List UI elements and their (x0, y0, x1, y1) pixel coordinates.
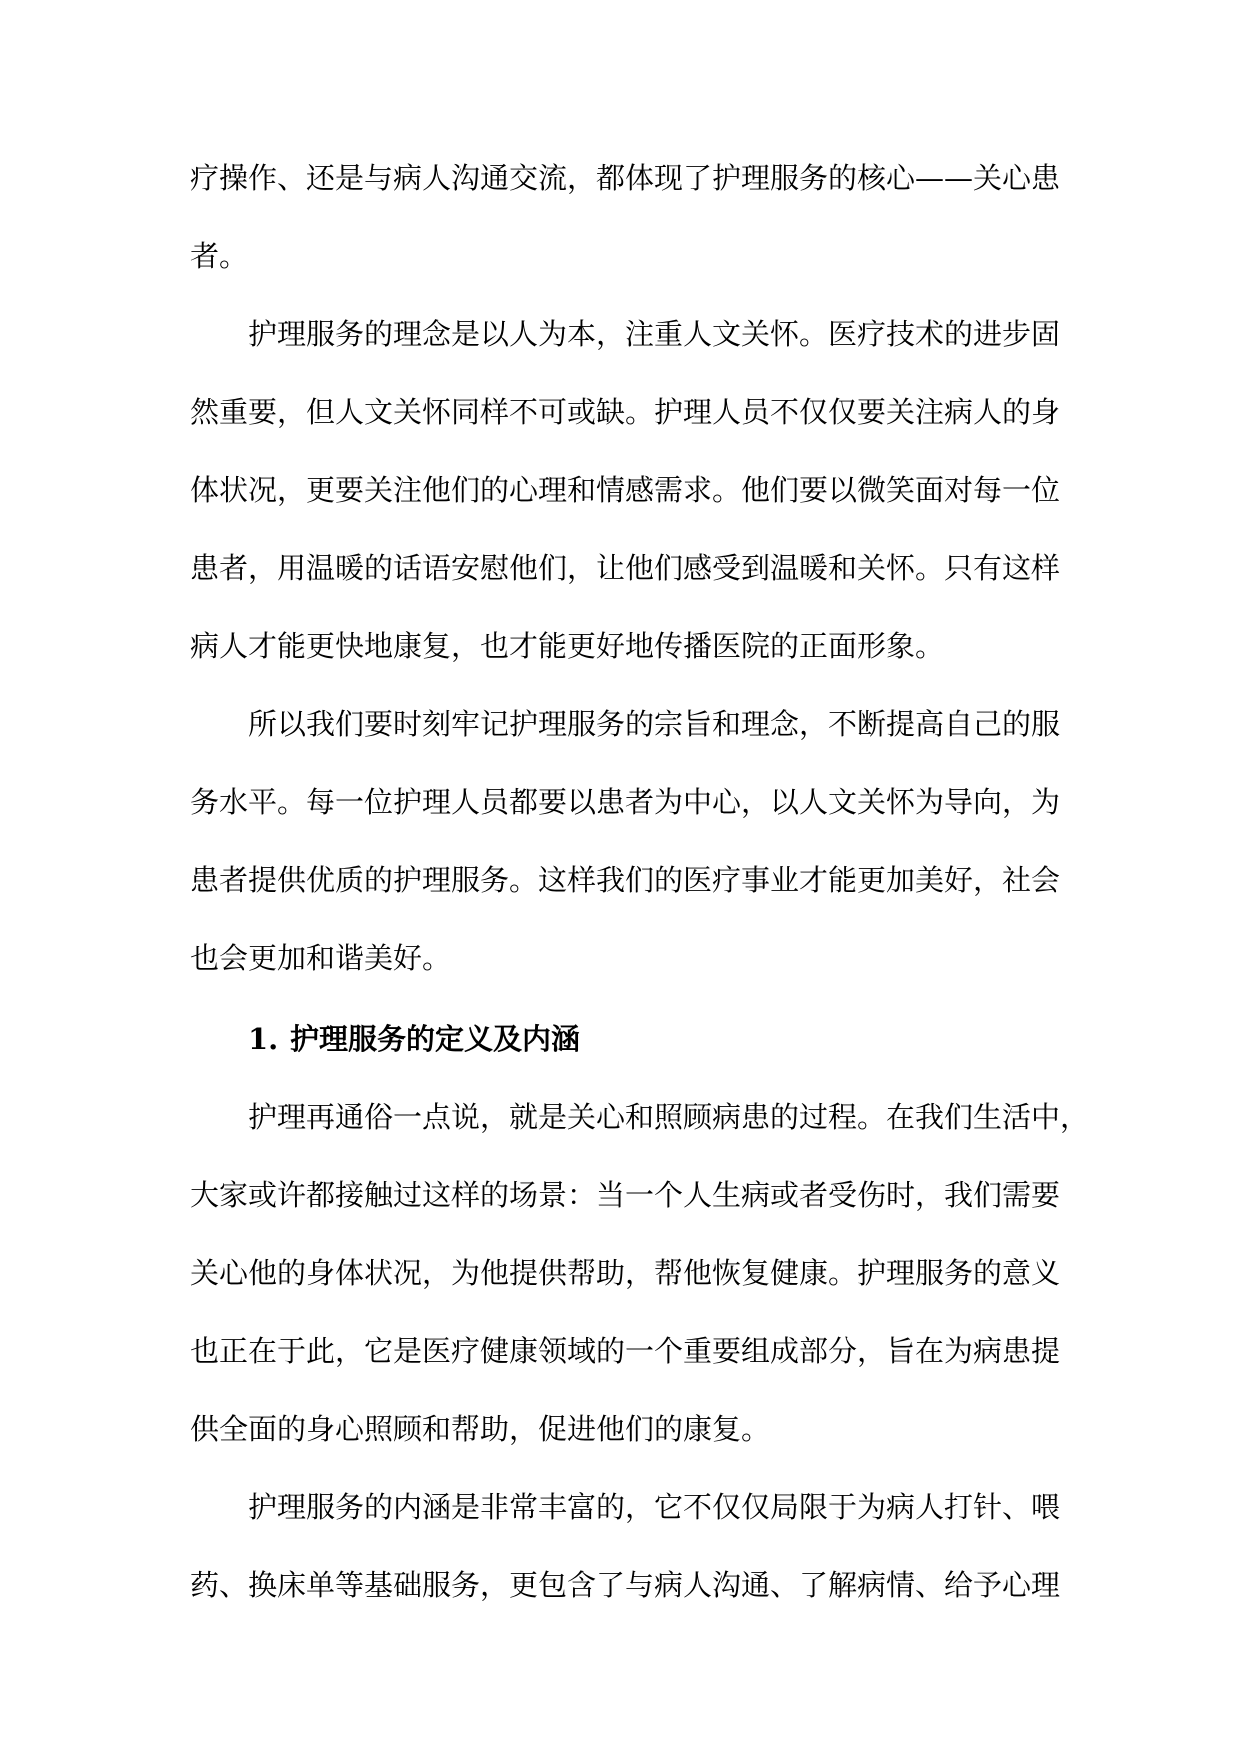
paragraph-3-line-4: 也会更加和谐美好。 (190, 941, 452, 975)
paragraph-1-line-1: 疗操作、还是与病人沟通交流，都体现了护理服务的核心——关心患 (190, 161, 1061, 195)
paragraph-4-line-2: 大家或许都接触过这样的场景：当一个人生病或者受伤时，我们需要 (190, 1178, 1061, 1212)
paragraph-2-line-1: 护理服务的理念是以人为本，注重人文关怀。医疗技术的进步固 (248, 317, 1061, 351)
section-number: 1. (248, 1022, 279, 1056)
paragraph-2-line-2: 然重要，但人文关怀同样不可或缺。护理人员不仅仅要关注病人的身 (190, 395, 1061, 429)
paragraph-5-line-2: 药、换床单等基础服务，更包含了与病人沟通、了解病情、给予心理 (190, 1568, 1061, 1602)
paragraph-2-line-3: 体状况，更要关注他们的心理和情感需求。他们要以微笑面对每一位 (190, 473, 1061, 507)
paragraph-4-line-1: 护理再通俗一点说，就是关心和照顾病患的过程。在我们生活中， (248, 1100, 1090, 1134)
section-title: 护理服务的定义及内涵 (290, 1022, 581, 1056)
paragraph-2-line-5: 病人才能更快地康复，也才能更好地传播医院的正面形象。 (190, 629, 945, 663)
paragraph-3-line-3: 患者提供优质的护理服务。这样我们的医疗事业才能更加美好，社会 (190, 863, 1061, 897)
paragraph-4-line-3: 关心他的身体状况，为他提供帮助，帮他恢复健康。护理服务的意义 (190, 1256, 1061, 1290)
paragraph-1-line-2: 者。 (190, 239, 249, 273)
paragraph-4-line-4: 也正在于此，它是医疗健康领域的一个重要组成部分，旨在为病患提 (190, 1334, 1061, 1368)
paragraph-2-line-4: 患者，用温暖的话语安慰他们，让他们感受到温暖和关怀。只有这样 (190, 551, 1061, 585)
paragraph-3-line-1: 所以我们要时刻牢记护理服务的宗旨和理念，不断提高自己的服 (248, 707, 1061, 741)
paragraph-3-line-2: 务水平。每一位护理人员都要以患者为中心，以人文关怀为导向，为 (190, 785, 1061, 819)
paragraph-5-line-1: 护理服务的内涵是非常丰富的，它不仅仅局限于为病人打针、喂 (248, 1490, 1061, 1524)
paragraph-4-line-5: 供全面的身心照顾和帮助，促进他们的康复。 (190, 1412, 771, 1446)
section-heading (248, 1019, 580, 1059)
